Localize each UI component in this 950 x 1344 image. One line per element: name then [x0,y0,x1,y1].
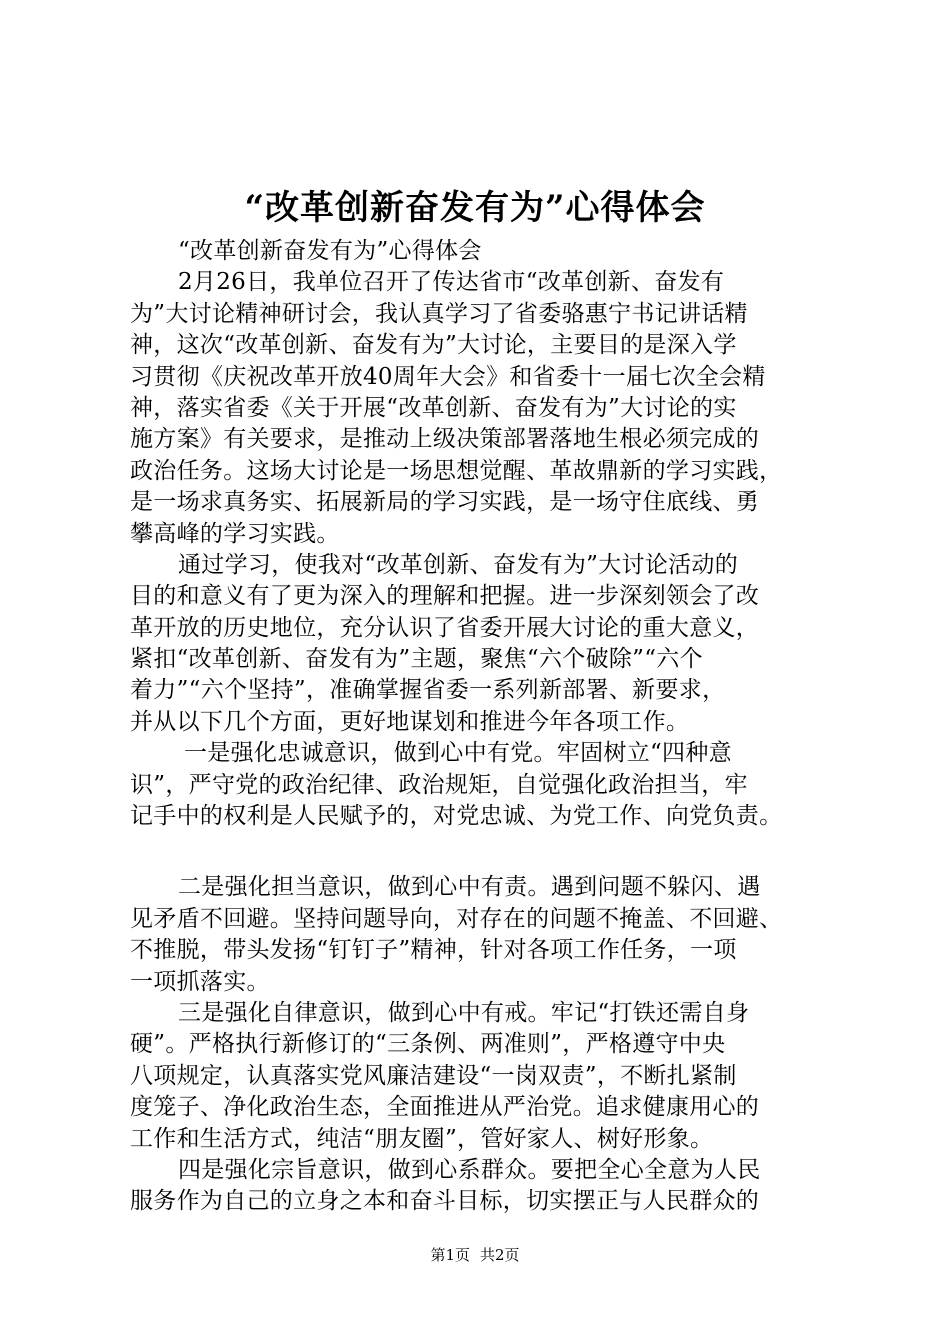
text-line: 为”大讨论精神研讨会，我认真学习了省委骆惠宁书记讲话精 [130,300,748,327]
text-line: 见矛盾不回避。坚持问题导向，对存在的问题不掩盖、不回避、 [130,905,783,932]
text-line: 识”，严守党的政治纪律、政治规矩，自觉强化政治担当，牢 [130,771,748,798]
page-footer [0,1244,950,1266]
text-line: 记手中的权利是人民赋予的，对党忠诚、为党工作、向党负责。 [130,803,783,830]
text-line: 一项抓落实。 [130,968,270,995]
text-line: 习贯彻《庆祝改革开放40周年大会》和省委十一届七次全会精 [130,363,766,390]
text-line: 服务作为自己的立身之本和奋斗目标，切实摆正与人民群众的 [130,1188,760,1215]
text-line: 不推脱，带头发扬“钉钉子”精神，针对各项工作任务，一项 [130,937,737,964]
text-line: “改革创新奋发有为”心得体会 [178,238,482,264]
text-line: 工作和生活方式，纯洁“朋友圈”，管好家人、树好形象。 [130,1125,714,1152]
text-line: 神，这次“改革创新、奋发有为”大讨论，主要目的是深入学 [130,332,737,359]
text-line: 硬”。严格执行新修订的“三条例、两准则”，严格遵守中央 [130,1031,726,1058]
text-line: 目的和意义有了更为深入的理解和把握。进一步深刻领会了改 [130,583,760,610]
text-line: 并从以下几个方面，更好地谋划和推进今年各项工作。 [130,708,690,735]
text-line: 神，落实省委《关于开展“改革创新、奋发有为”大讨论的实 [130,394,737,421]
text-line: 2月26日，我单位召开了传达省市“改革创新、奋发有 [178,269,725,296]
text-line: 四是强化宗旨意识，做到心系群众。要把全心全意为人民 [178,1156,761,1183]
text-line: 是一场求真务实、拓展新局的学习实践，是一场守住底线、勇 [130,489,760,516]
text-line: 三是强化自律意识，做到心中有戒。牢记“打铁还需自身 [178,999,750,1026]
text-line: 度笼子、净化政治生态，全面推进从严治党。追求健康用心的 [130,1094,760,1121]
blank-line [130,832,850,872]
text-line: 着力”“六个坚持”，准确掌握省委一系列新部署、新要求， [130,677,726,704]
page-total: 共2页 [480,1246,520,1264]
text-line: 一是强化忠诚意识，做到心中有党。牢固树立“四种意 [184,740,732,767]
page-number: 第1页 [430,1246,470,1264]
text-line: 通过学习，使我对“改革创新、奋发有为”大讨论活动的 [178,551,739,578]
text-line: 攀高峰的学习实践。 [130,520,340,547]
text-line: 施方案》有关要求，是推动上级决策部署落地生根必须完成的 [130,426,760,453]
text-line: 紧扣“改革创新、奋发有为”主题，聚焦“六个破除”“六个 [130,646,703,673]
text-line: 八项规定，认真落实党风廉洁建设“一岗双责”，不断扎紧制 [130,1062,737,1089]
text-line: 政治任务。这场大讨论是一场思想觉醒、革故鼎新的学习实践， [130,457,783,484]
document-body [130,236,850,1218]
document-title: “改革创新奋发有为”心得体会 [244,188,706,228]
text-line: 革开放的历史地位，充分认识了省委开展大讨论的重大意义， [130,614,760,641]
text-line: 二是强化担当意识，做到心中有责。遇到问题不躲闪、遇 [178,874,761,901]
